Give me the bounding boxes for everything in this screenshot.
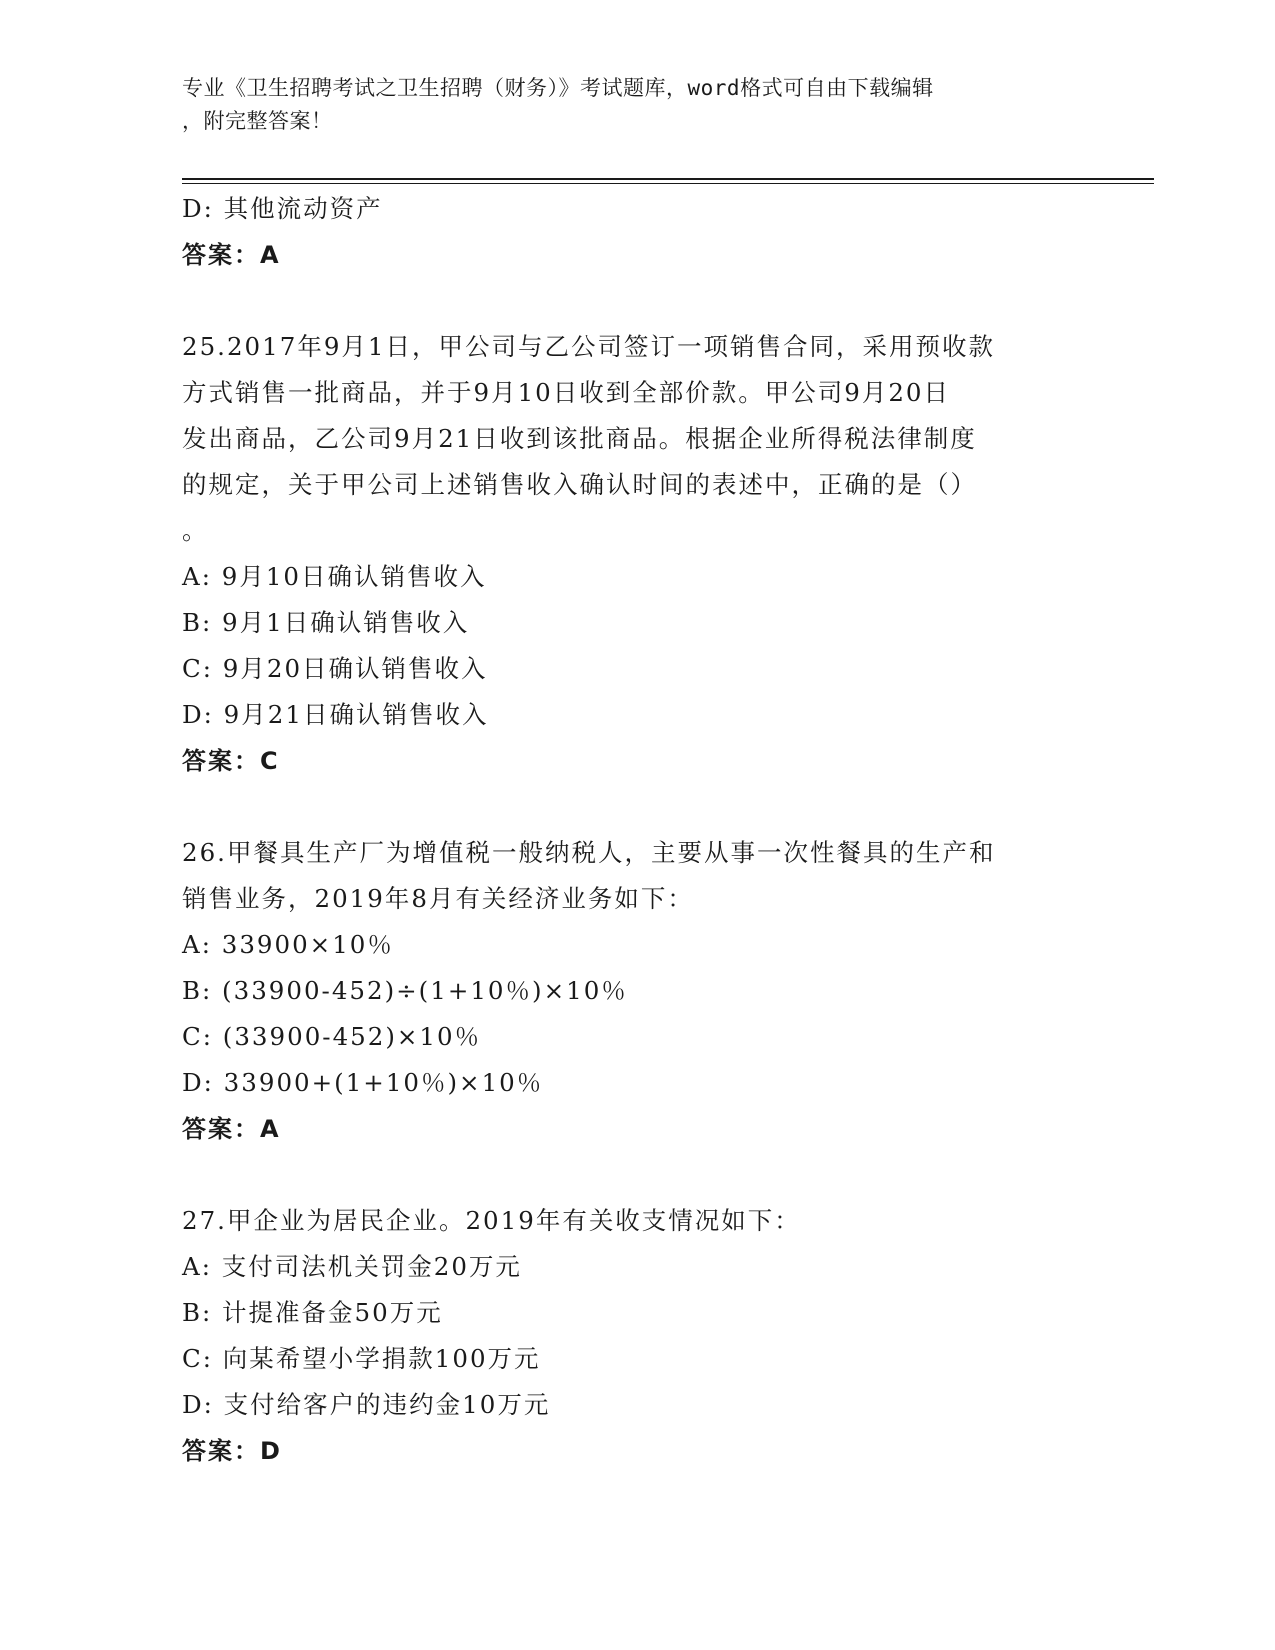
answer-line: 答案：C: [182, 747, 280, 775]
spacer: [182, 278, 1072, 324]
option-b: B: 9月1日确认销售收入: [182, 608, 470, 637]
answer-line: 答案：A: [182, 241, 281, 269]
question-25-stem: [182, 324, 1072, 554]
option-a: A: 支付司法机关罚金20万元: [182, 1252, 522, 1281]
question-text-line: 的规定，关于甲公司上述销售收入确认时间的表述中，正确的是（）: [182, 470, 977, 499]
option-a: A: 33900×10％: [182, 930, 394, 959]
question-text-line: 。: [182, 516, 209, 545]
option-d: D: 9月21日确认销售收入: [182, 700, 489, 729]
question-text-line: 销售业务，2019年8月有关经济业务如下：: [182, 884, 694, 913]
header-divider-thin: [182, 183, 1154, 184]
document-body: [182, 186, 1072, 1474]
spacer: [182, 784, 1072, 830]
question-text-line: 方式销售一批商品，并于9月10日收到全部价款。甲公司9月20日: [182, 378, 951, 407]
header-divider-thick: [182, 178, 1154, 180]
question-27-stem: [182, 1198, 1072, 1244]
option-c: C: 向某希望小学捐款100万元: [182, 1344, 541, 1373]
option-c: C: (33900-452)×10％: [182, 1022, 482, 1051]
question-26-stem: [182, 830, 1072, 922]
option-d: D: 其他流动资产: [182, 194, 383, 223]
answer-line: 答案：D: [182, 1437, 282, 1465]
option-d: D: 支付给客户的违约金10万元: [182, 1390, 551, 1419]
question-text-line: 发出商品，乙公司9月21日收到该批商品。根据企业所得税法律制度: [182, 424, 977, 453]
document-header: [182, 72, 1062, 138]
spacer: [182, 1152, 1072, 1198]
option-d: D: 33900+(1+10％)×10％: [182, 1068, 544, 1097]
answer-line: 答案：A: [182, 1115, 281, 1143]
option-b: B: 计提准备金50万元: [182, 1298, 443, 1327]
option-a: A: 9月10日确认销售收入: [182, 562, 487, 591]
question-text-line: 26.甲餐具生产厂为增值税一般纳税人，主要从事一次性餐具的生产和: [182, 838, 996, 867]
question-text-line: 25.2017年9月1日，甲公司与乙公司签订一项销售合同，采用预收款: [182, 332, 995, 361]
header-line-1: 专业《卫生招聘考试之卫生招聘（财务）》考试题库，word格式可自由下载编辑: [182, 76, 934, 100]
option-b: B: (33900-452)÷(1+10％)×10％: [182, 976, 628, 1005]
option-c: C: 9月20日确认销售收入: [182, 654, 488, 683]
question-text-line: 27.甲企业为居民企业。2019年有关收支情况如下：: [182, 1206, 801, 1235]
header-line-2: ，附完整答案！: [182, 109, 333, 133]
